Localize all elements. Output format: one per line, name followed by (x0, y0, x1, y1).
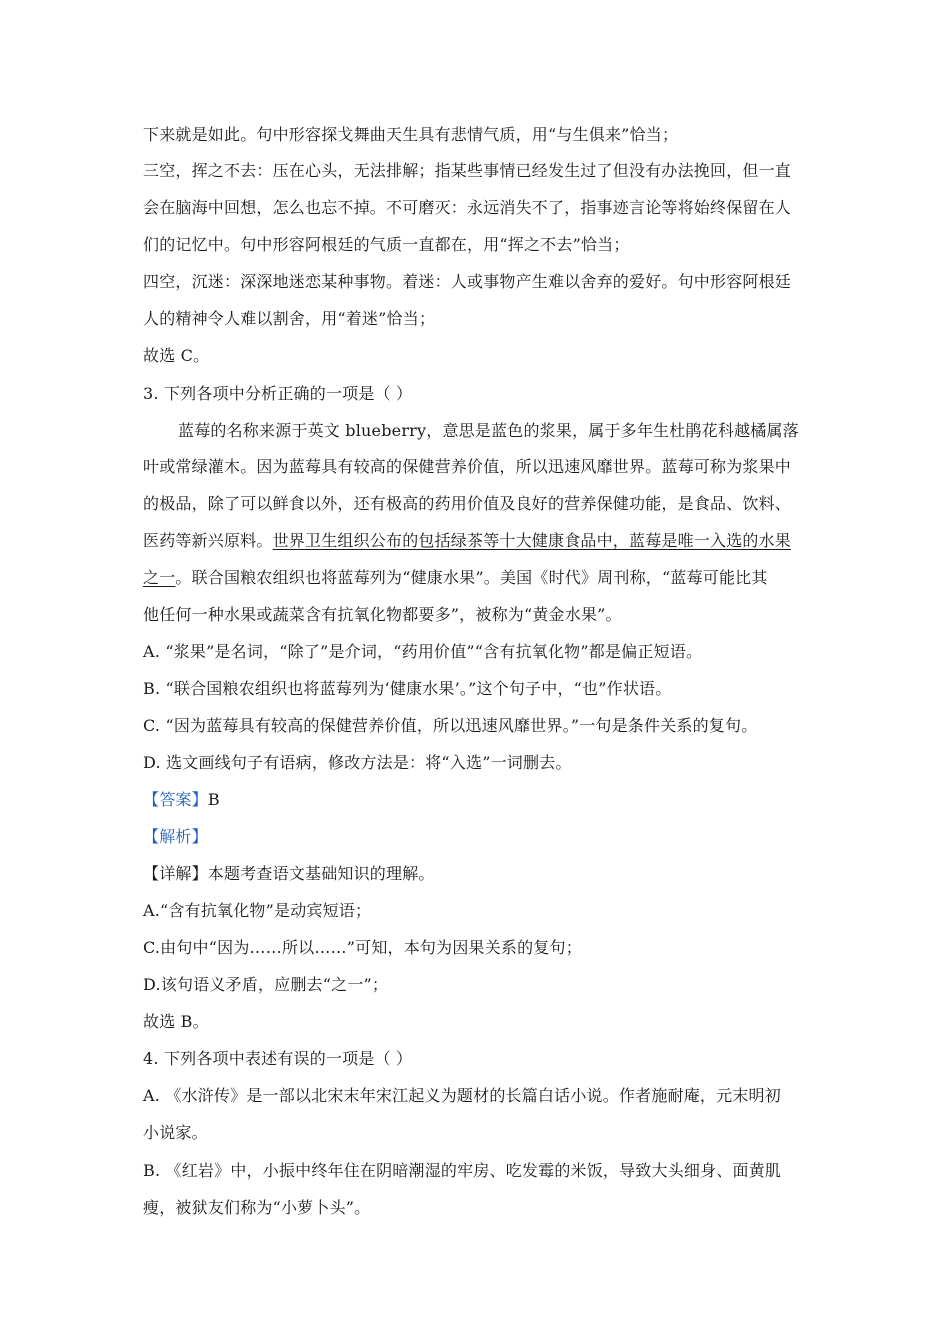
passage-line (143, 567, 813, 589)
option-a: A. 《水浒传》是一部以北宋末年宋江起义为题材的长篇白话小说。作者施耐庵，元末明初 (143, 1086, 781, 1105)
option-a: A. “浆果”是名词，“除了”是介词，“药用价值”“含有抗氧化物”都是偏正短语。 (143, 642, 703, 661)
passage-line: 的极品，除了可以鲜食以外，还有极高的药用价值及良好的营养保健功能，是食品、饮料、 (143, 494, 792, 513)
passage-text: 医药等新兴原料。 (143, 531, 273, 550)
option-b-cont: 瘦，被狱友们称为“小萝卜头”。 (143, 1198, 371, 1217)
question-3-stem: 3. 下列各项中分析正确的一项是（ ） (143, 384, 413, 403)
text-line: 下来就是如此。句中形容探戈舞曲天生具有悲情气质，用“与生俱来”恰当； (143, 125, 679, 144)
option-a-cont: 小说家。 (143, 1123, 208, 1142)
option-c: C. “因为蓝莓具有较高的保健营养价值，所以迅速风靡世界。”一句是条件关系的复句。 (143, 716, 758, 735)
answer-label: 【答案】 (143, 790, 208, 809)
passage-line (143, 530, 813, 552)
text-line: 们的记忆中。句中形容阿根廷的气质一直都在，用“挥之不去”恰当； (143, 235, 630, 254)
analysis-label: 【解析】 (143, 827, 208, 846)
text-line: 会在脑海中回想，怎么也忘不掉。不可磨灭：永远消失不了，指事迹言论等将始终保留在人 (143, 198, 792, 217)
option-d: D. 选文画线句子有语病，修改方法是：将“入选”一词删去。 (143, 753, 572, 772)
text-line: 故选 C。 (143, 346, 210, 365)
question-4-stem: 4. 下列各项中表述有误的一项是（ ） (143, 1049, 413, 1068)
option-b: B. “联合国粮农组织也将蓝莓列为‘健康水果’。”这个句子中，“也”作状语。 (143, 679, 672, 698)
detail-line: 【详解】本题考查语文基础知识的理解。 (143, 864, 435, 883)
explanation-line: 故选 B。 (143, 1012, 209, 1031)
answer-value: B (207, 790, 220, 809)
passage-text: 。联合国粮农组织也将蓝莓列为“健康水果”。美国《时代》周刊称，“蓝莓可能比其 (175, 568, 768, 587)
answer-line (143, 789, 813, 811)
passage-line: 蓝莓的名称来源于英文 blueberry，意思是蓝色的浆果，属于多年生杜鹃花科越橘属落 (178, 421, 799, 440)
explanation-line: C.由句中“因为……所以……”可知，本句为因果关系的复句； (143, 938, 582, 957)
passage-line: 叶或常绿灌木。因为蓝莓具有较高的保健营养价值，所以迅速风靡世界。蓝莓可称为浆果中 (143, 457, 792, 476)
passage-line: 他任何一种水果或蔬菜含有抗氧化物都要多”，被称为“黄金水果”。 (143, 605, 622, 624)
explanation-line: A.“含有抗氧化物”是动宾短语； (143, 901, 372, 920)
text-line: 四空，沉迷：深深地迷恋某种事物。着迷：人或事物产生难以舍弃的爱好。句中形容阿根廷 (143, 272, 792, 291)
option-b: B. 《红岩》中，小振中终年住在阴暗潮湿的牢房、吃发霉的米饭，导致大头细身、面黄肌 (143, 1161, 782, 1180)
explanation-line: D.该句语义矛盾，应删去“之一”； (143, 975, 389, 994)
underlined-sentence-end: 之一 (143, 568, 176, 587)
text-line: 人的精神令人难以割舍，用“着迷”恰当； (143, 309, 436, 328)
text-line: 三空，挥之不去：压在心头，无法排解；指某些事情已经发生过了但没有办法挽回，但一直 (143, 161, 792, 180)
underlined-sentence: 世界卫生组织公布的包括绿茶等十大健康食品中，蓝莓是唯一入选的水果 (272, 531, 792, 550)
